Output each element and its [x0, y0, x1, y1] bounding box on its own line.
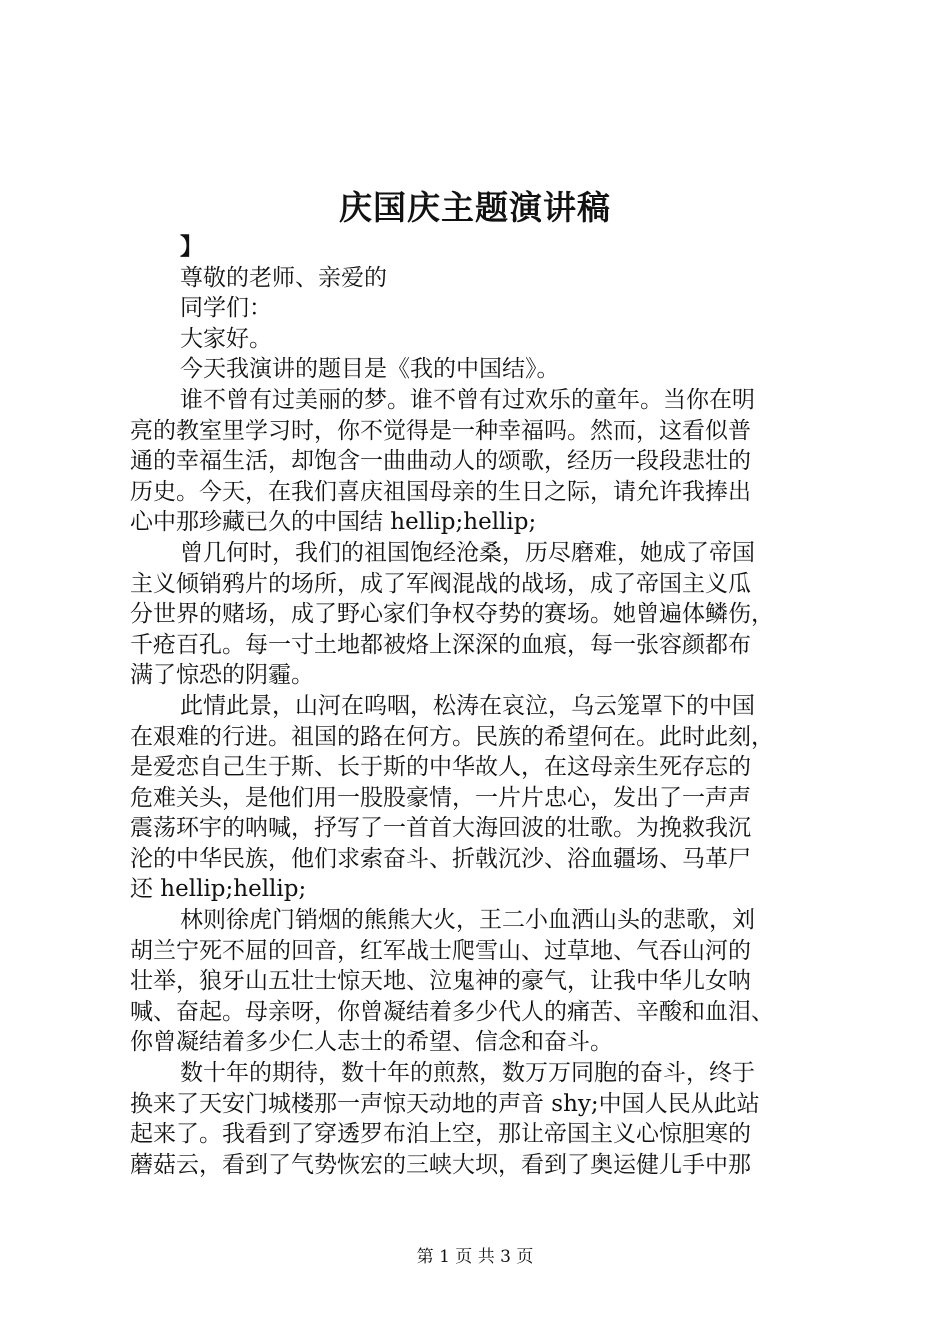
body-line: 】 [180, 233, 203, 260]
body-line: 在艰难的行进。祖国的路在何方。民族的希望何在。此时此刻， [130, 723, 774, 750]
body-line: 心中那珍藏已久的中国结 hellip;hellip; [130, 509, 537, 536]
body-line: 历史。今天，在我们喜庆祖国母亲的生日之际，请允许我捧出 [130, 478, 751, 505]
body-line: 危难关头，是他们用一股股豪情，一片片忠心，发出了一声声 [130, 784, 751, 811]
body-line: 亮的教室里学习时，你不觉得是一种幸福吗。然而，这看似普 [130, 417, 751, 444]
body-line: 通的幸福生活，却饱含一曲曲动人的颂歌，经历一段段悲壮的 [130, 448, 751, 475]
body-line: 喊、奋起。母亲呀，你曾凝结着多少代人的痛苦、辛酸和血泪、 [130, 998, 774, 1025]
body-line: 此情此景，山河在呜咽，松涛在哀泣，乌云笼罩下的中国 [180, 692, 755, 719]
document-title: 庆国庆主题演讲稿 [339, 188, 611, 227]
body-line: 是爱恋自己生于斯、长于斯的中华故人，在这母亲生死存忘的 [130, 754, 751, 781]
body-line: 谁不曾有过美丽的梦。谁不曾有过欢乐的童年。当你在明 [180, 386, 755, 413]
body-line: 林则徐虎门销烟的熊熊大火，王二小血洒山头的悲歌，刘 [180, 907, 755, 934]
body-line: 你曾凝结着多少仁人志士的希望、信念和奋斗。 [130, 1029, 613, 1056]
body-line: 主义倾销鸦片的场所，成了军阀混战的战场，成了帝国主义瓜 [130, 570, 751, 597]
body-line: 蘑菇云，看到了气势恢宏的三峡大坝，看到了奥运健儿手中那 [130, 1151, 751, 1178]
body-line: 曾几何时，我们的祖国饱经沧桑，历尽磨难，她成了帝国 [180, 539, 755, 566]
page-footer: 第 1 页 共 3 页 [416, 1247, 534, 1267]
body-line: 尊敬的老师、亲爱的 [180, 264, 387, 291]
body-line: 震荡环宇的呐喊，抒写了一首首大海回波的壮歌。为挽救我沉 [130, 815, 751, 842]
body-line: 同学们： [180, 295, 272, 322]
body-line: 大家好。 [180, 325, 272, 352]
body-line: 数十年的期待，数十年的煎熬，数万万同胞的奋斗，终于 [180, 1060, 755, 1087]
body-line: 还 hellip;hellip; [130, 876, 307, 903]
document-body [130, 232, 830, 1180]
body-line: 换来了天安门城楼那一声惊天动地的声音 shy;中国人民从此站 [130, 1090, 760, 1117]
body-line: 分世界的赌场，成了野心家们争权夺势的赛场。她曾遍体鳞伤， [130, 601, 774, 628]
body-line: 千疮百孔。每一寸土地都被烙上深深的血痕，每一张容颜都布 [130, 631, 751, 658]
body-line: 沦的中华民族，他们求索奋斗、折戟沉沙、浴血疆场、马革尸 [130, 845, 751, 872]
body-line: 胡兰宁死不屈的回音，红军战士爬雪山、过草地、气吞山河的 [130, 937, 751, 964]
body-line: 今天我演讲的题目是《我的中国结》。 [180, 356, 560, 383]
body-line: 满了惊恐的阴霾。 [130, 662, 314, 689]
body-line: 壮举，狼牙山五壮士惊天地、泣鬼神的豪气，让我中华儿女呐 [130, 968, 751, 995]
body-line: 起来了。我看到了穿透罗布泊上空，那让帝国主义心惊胆寒的 [130, 1121, 751, 1148]
